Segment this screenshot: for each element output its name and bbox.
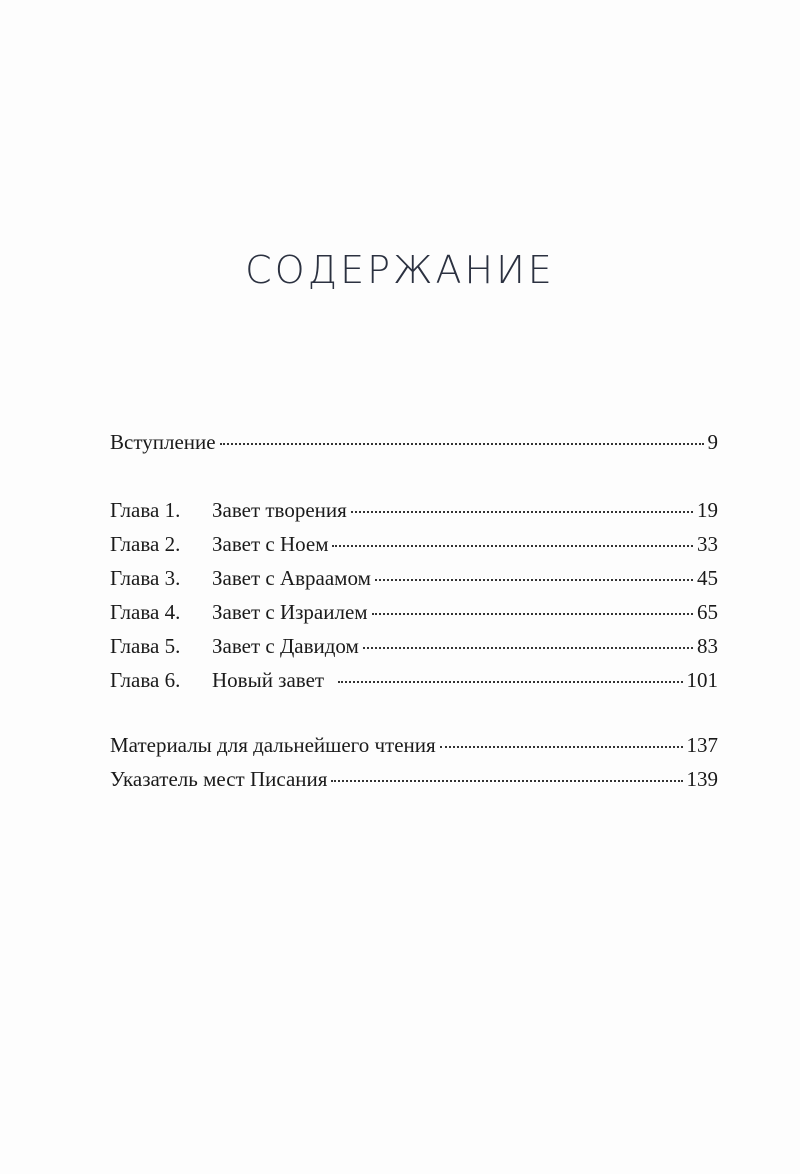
toc-entry-intro[interactable]: [110, 430, 718, 458]
dot-leader: [363, 647, 693, 649]
toc-entry-label: Завет с Давидом: [212, 634, 359, 658]
dot-leader: [220, 443, 704, 445]
toc-entry-page: 33: [697, 532, 718, 556]
dot-leader: [338, 681, 682, 683]
toc-entry-label: Завет с Израилем: [212, 600, 368, 624]
toc-entry-page: 137: [686, 733, 718, 757]
chapter-number: Глава 5.: [110, 634, 181, 658]
dot-leader: [332, 545, 693, 547]
toc-entry-scripture-index[interactable]: [110, 767, 718, 795]
dot-leader: [351, 511, 693, 513]
chapter-number: Глава 3.: [110, 566, 181, 590]
chapter-number: Глава 1.: [110, 498, 181, 522]
toc-entry-label: Завет творения: [212, 498, 347, 522]
toc-entry-label: Завет с Авраамом: [212, 566, 371, 590]
dot-leader: [331, 780, 682, 782]
toc-entry-page: 45: [697, 566, 718, 590]
toc-entry-label: Указатель мест Писания: [110, 767, 328, 791]
toc-entry-chapter-5[interactable]: [110, 634, 718, 662]
toc-entry-label: Вступление: [110, 430, 216, 454]
dot-leader: [375, 579, 693, 581]
dot-leader: [440, 746, 683, 748]
chapter-number: Глава 6.: [110, 668, 181, 692]
toc-entry-chapter-2[interactable]: [110, 532, 718, 560]
toc-entry-label: Завет с Ноем: [212, 532, 329, 556]
toc-entry-chapter-6[interactable]: [110, 668, 718, 696]
page-title: СОДЕРЖАНИЕ: [245, 248, 555, 292]
toc-entry-chapter-3[interactable]: [110, 566, 718, 594]
toc-entry-chapter-1[interactable]: [110, 498, 718, 526]
toc-entry-chapter-4[interactable]: [110, 600, 718, 628]
toc-entry-page: 139: [686, 767, 718, 791]
dot-leader: [372, 613, 693, 615]
toc-entry-page: 19: [697, 498, 718, 522]
toc-entry-further-reading[interactable]: [110, 733, 718, 761]
toc-entry-page: 65: [697, 600, 718, 624]
toc-entry-label: Новый завет: [212, 668, 325, 692]
chapter-number: Глава 4.: [110, 600, 181, 624]
toc-entry-page: 83: [697, 634, 718, 658]
toc-entry-page: 101: [686, 668, 718, 692]
chapter-number: Глава 2.: [110, 532, 181, 556]
toc-entry-label: Материалы для дальнейшего чтения: [110, 733, 436, 757]
toc-entry-page: 9: [707, 430, 718, 454]
